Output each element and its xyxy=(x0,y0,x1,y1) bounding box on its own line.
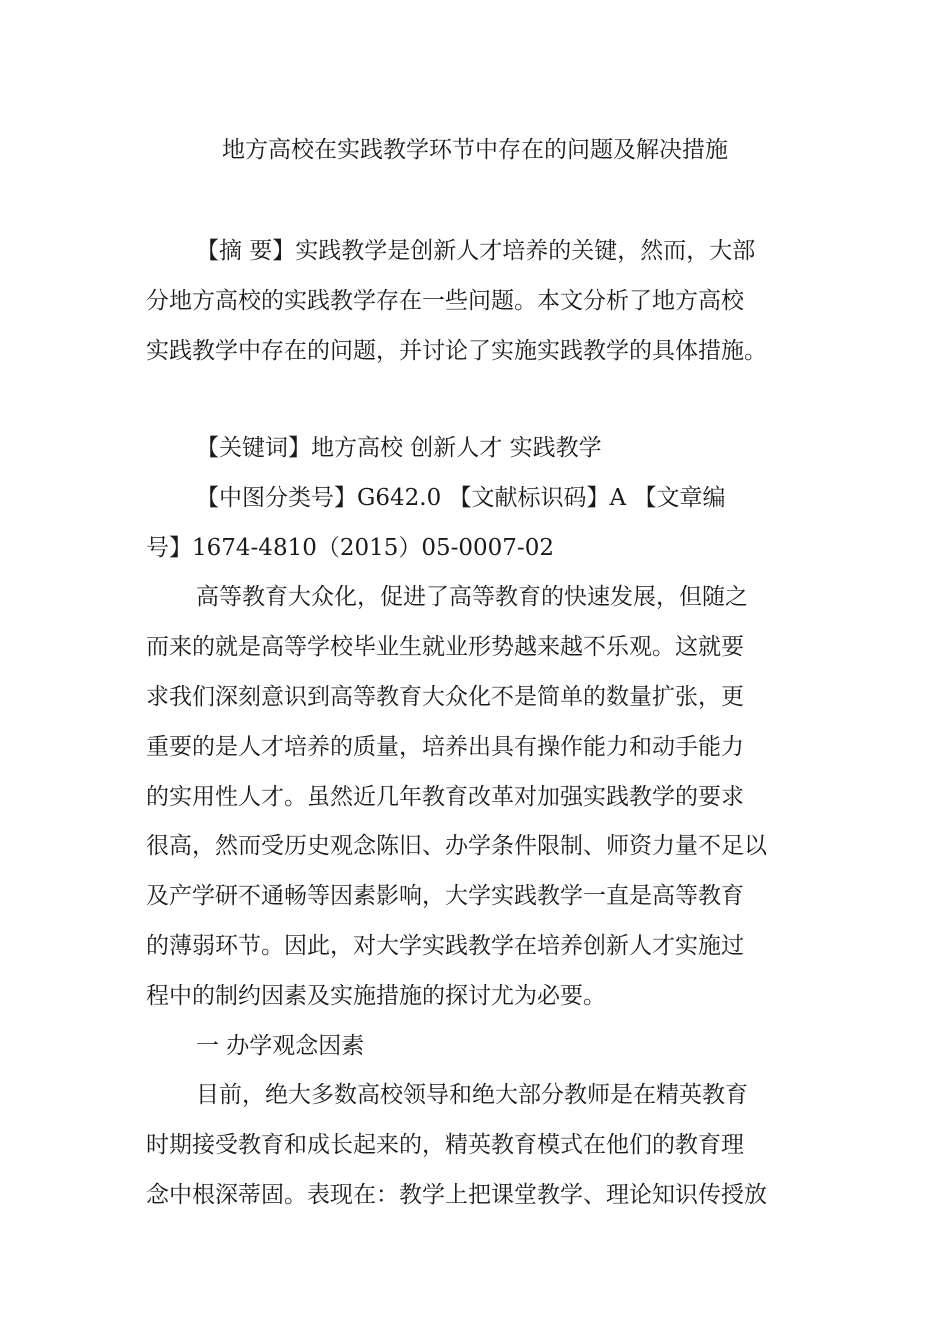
paragraph-line: 念中根深蒂固。表现在：教学上把课堂教学、理论知识传授放 xyxy=(146,1181,767,1208)
paragraph-line: 高等教育大众化，促进了高等教育的快速发展，但随之 xyxy=(196,584,748,611)
paragraph-line: 时期接受教育和成长起来的，精英教育模式在他们的教育理 xyxy=(146,1132,744,1159)
paragraph-line: 而来的就是高等学校毕业生就业形势越来越不乐观。这就要 xyxy=(146,634,744,661)
abstract-line: 【摘 要】实践教学是创新人才培养的关键，然而，大部 xyxy=(196,238,756,264)
paragraph-line: 很高，然而受历史观念陈旧、办学条件限制、师资力量不足以 xyxy=(146,833,767,860)
paragraph-line: 重要的是人才培养的质量，培养出具有操作能力和动手能力 xyxy=(146,733,744,760)
abstract xyxy=(146,227,826,376)
metadata-block xyxy=(146,424,826,1221)
section-heading: 一 办学观念因素 xyxy=(196,1032,365,1059)
paragraph-line: 目前，绝大多数高校领导和绝大部分教师是在精英教育 xyxy=(196,1082,748,1109)
paragraph-line: 的薄弱环节。因此，对大学实践教学在培养创新人才实施过 xyxy=(146,932,744,959)
paragraph-line: 的实用性人才。虽然近几年教育改革对加强实践教学的要求 xyxy=(146,783,744,810)
document-title: 地方高校在实践教学环节中存在的问题及解决措施 xyxy=(222,137,728,163)
keywords-line: 【关键词】地方高校 创新人才 实践教学 xyxy=(196,435,602,461)
classification-line: 【中图分类号】G642.0 【文献标识码】A 【文章编 xyxy=(196,484,726,511)
paragraph-line: 求我们深刻意识到高等教育大众化不是简单的数量扩张，更 xyxy=(146,683,744,710)
abstract-line: 分地方高校的实践教学存在一些问题。本文分析了地方高校 xyxy=(146,287,744,314)
paragraph-line: 及产学研不通畅等因素影响，大学实践教学一直是高等教育 xyxy=(146,883,744,910)
paragraph-line: 程中的制约因素及实施措施的探讨尤为必要。 xyxy=(146,982,606,1009)
abstract-line: 实践教学中存在的问题，并讨论了实施实践教学的具体措施。 xyxy=(146,337,767,364)
classification-line: 号】1674-4810（2015）05-0007-02 xyxy=(146,534,554,561)
